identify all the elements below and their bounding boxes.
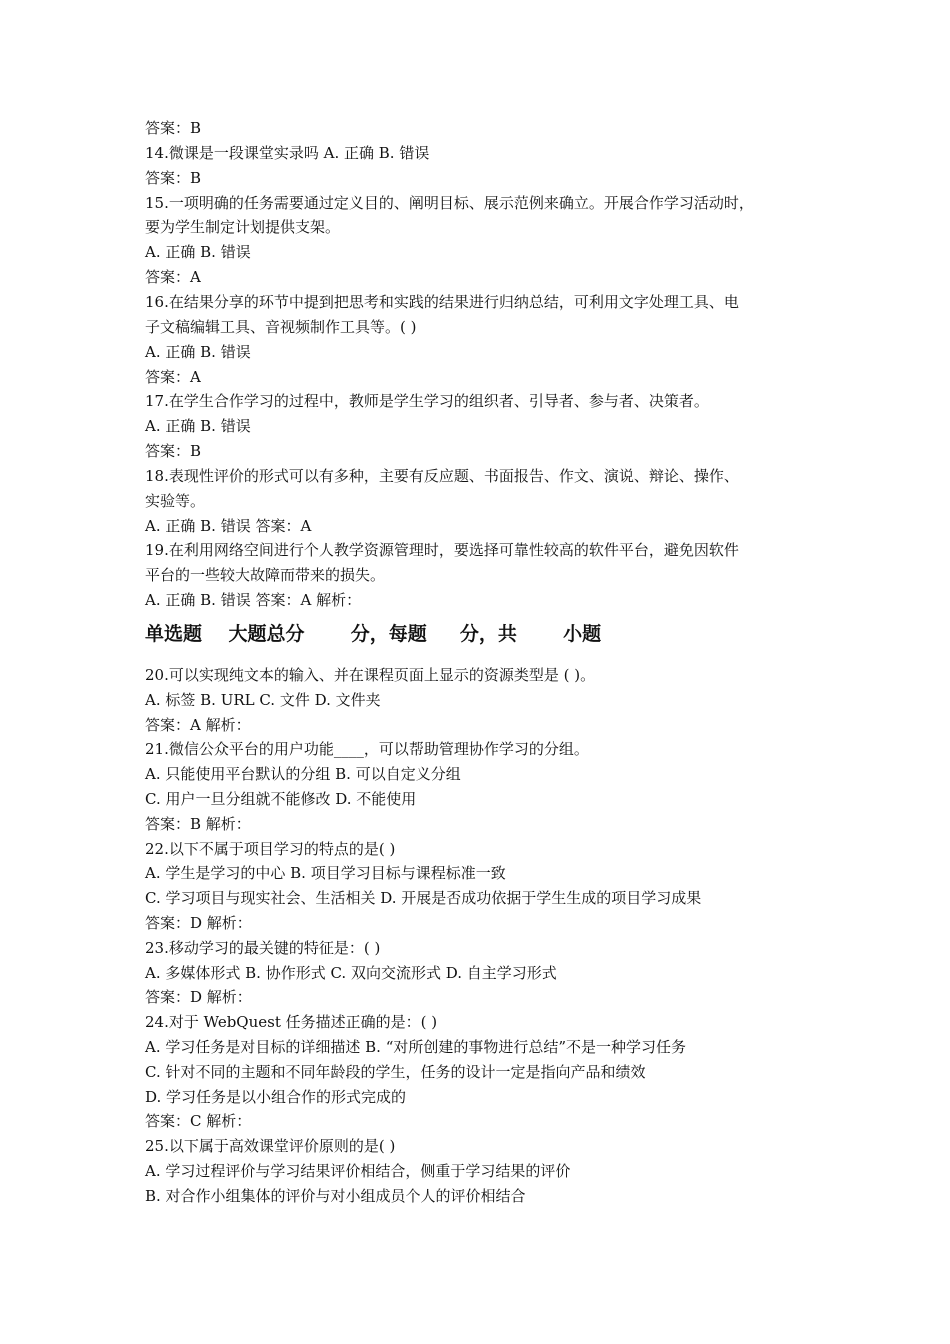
text-line: 21.微信公众平台的用户功能____，可以帮助管理协作学习的分组。 [145,740,589,759]
text-line: 子文稿编辑工具、音视频制作工具等。( ) [145,317,417,336]
text-line: 15.一项明确的任务需要通过定义目的、阐明目标、展示范例来确立。开展合作学习活动时， [145,193,754,212]
text-line: 19.在利用网络空间进行个人教学资源管理时，要选择可靠性较高的软件平台，避免因软件 [145,541,739,560]
text-line: 17.在学生合作学习的过程中，教师是学生学习的组织者、引导者、参与者、决策者。 [145,392,709,411]
text-line: A. 正确 B. 错误 答案：A [145,516,312,535]
text-line: C. 针对不同的主题和不同年龄段的学生，任务的设计一定是指向产品和绩效 [145,1062,646,1081]
text-line: 25.以下属于高效课堂评价原则的是( ) [145,1137,396,1156]
text-line: 答案：B 解析： [145,814,251,833]
text-line: 答案：B [145,119,202,137]
text-line: 要为学生制定计划提供支架。 [145,218,341,237]
text-line: 14.微课是一段课堂实录吗 A. 正确 B. 错误 [145,143,430,162]
text-line: 答案：B [145,442,202,461]
text-line: A. 学习任务是对目标的详细描述 B. “对所创建的事物进行总结”不是一种学习任务 [145,1038,687,1056]
text-line: A. 正确 B. 错误 [145,342,251,361]
text-line: D. 学习任务是以小组合作的形式完成的 [145,1087,407,1106]
text-line: A. 学习过程评价与学习结果评价相结合，侧重于学习结果的评价 [145,1162,571,1180]
text-line: C. 学习项目与现实社会、生活相关 D. 开展是否成功依据于学生生成的项目学习成果 [145,889,702,908]
text-line: 18.表现性评价的形式可以有多种，主要有反应题、书面报告、作文、演说、辩论、操作、 [145,466,739,485]
text-line: A. 多媒体形式 B. 协作形式 C. 双向交流形式 D. 自主学习形式 [145,963,557,982]
text-line: 答案：D 解析： [145,914,252,932]
text-line: B. 对合作小组集体的评价与对小组成员个人的评价相结合 [145,1186,526,1205]
text-line: 24.对于 WebQuest 任务描述正确的是：( ) [145,1013,438,1032]
text-line: 实验等。 [145,491,206,510]
text-line: 平台的一些较大故障而带来的损失。 [145,566,386,585]
text-line: 答案：C 解析： [145,1112,252,1131]
text-line: C. 用户一旦分组就不能修改 D. 不能使用 [145,790,417,808]
text-line: A. 学生是学习的中心 B. 项目学习目标与课程标准一致 [145,864,506,883]
text-line: A. 正确 B. 错误 [145,243,251,262]
text-line: A. 正确 B. 错误 答案：A 解析： [145,591,362,610]
text-line: 答案：B [145,168,202,187]
text-line: A. 只能使用平台默认的分组 B. 可以自定义分组 [145,765,461,784]
text-line: A. 标签 B. URL C. 文件 D. 文件夹 [145,690,381,709]
text-line: 答案：A 解析： [145,715,251,734]
text-line: 16.在结果分享的环节中提到把思考和实践的结果进行归纳总结，可利用文字处理工具、电 [145,292,739,311]
text-line: 答案：D 解析： [145,988,252,1007]
text-line: 答案：A [145,367,201,386]
text-line: 20.可以实现纯文本的输入、并在课程页面上显示的资源类型是 ( )。 [145,666,596,684]
text-line: A. 正确 B. 错误 [145,417,251,436]
section-heading-single-choice: 单选题 大题总分 分，每题 分，共 小题 [145,623,602,645]
text-line: 22.以下不属于项目学习的特点的是( ) [145,839,396,858]
text-line: 23.移动学习的最关键的特征是：( ) [145,938,381,957]
text-line: 答案：A [145,268,201,287]
